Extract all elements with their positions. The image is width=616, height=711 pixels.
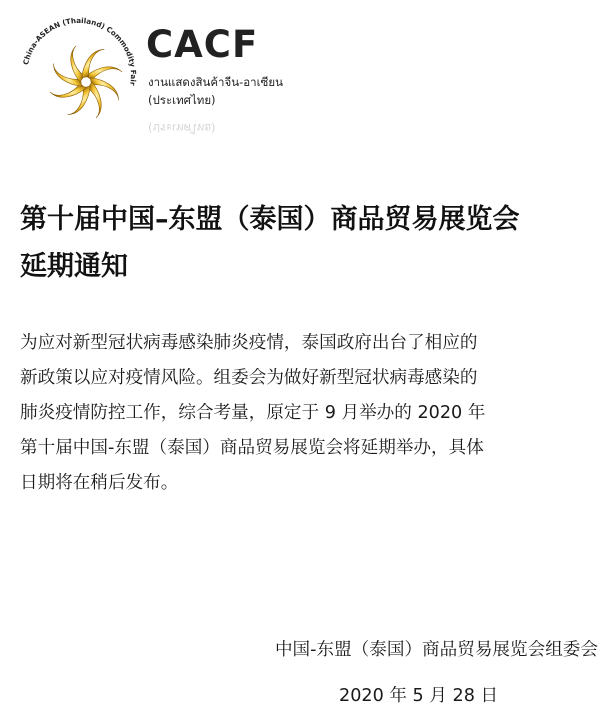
title-line-1: 第十届中国–东盟（泰国）商品贸易展览会 [20, 204, 520, 235]
signature-date: 2020 年 5 月 28 日 [339, 686, 499, 706]
brand-thai-line-2: (ประเทศไทย) [148, 93, 216, 107]
title-line-2: 延期通知 [20, 251, 128, 282]
brand-name: CACF [146, 23, 259, 66]
signature-organization: 中国-东盟（泰国）商品贸易展览会组委会 [274, 640, 598, 660]
notice-body [20, 326, 602, 501]
pinwheel-logo-icon [14, 10, 144, 140]
notice-title [20, 196, 600, 290]
body-line: 新政策以应对疫情风险。组委会为做好新型冠状病毒感染的 [20, 368, 478, 388]
brand-thai-line-1: งานแสดงสินค้าจีน-อาเซียน [148, 75, 283, 89]
cacf-logo [14, 10, 304, 140]
body-line: 日期将在稍后发布。 [20, 473, 179, 493]
logo-ring-text: China-ASEAN (Thailand) Commodity Fair [21, 15, 139, 87]
body-line: 第十届中国-东盟（泰国）商品贸易展览会将延期举办，具体 [20, 438, 484, 458]
body-line: 为应对新型冠状病毒感染肺炎疫情，泰国政府出台了相应的 [20, 333, 478, 353]
body-line: 肺炎疫情防控工作，综合考量，原定于 9 月举办的 2020 年 [20, 403, 486, 423]
brand-thai-reflection: (ประเทศไทย) [148, 121, 216, 135]
